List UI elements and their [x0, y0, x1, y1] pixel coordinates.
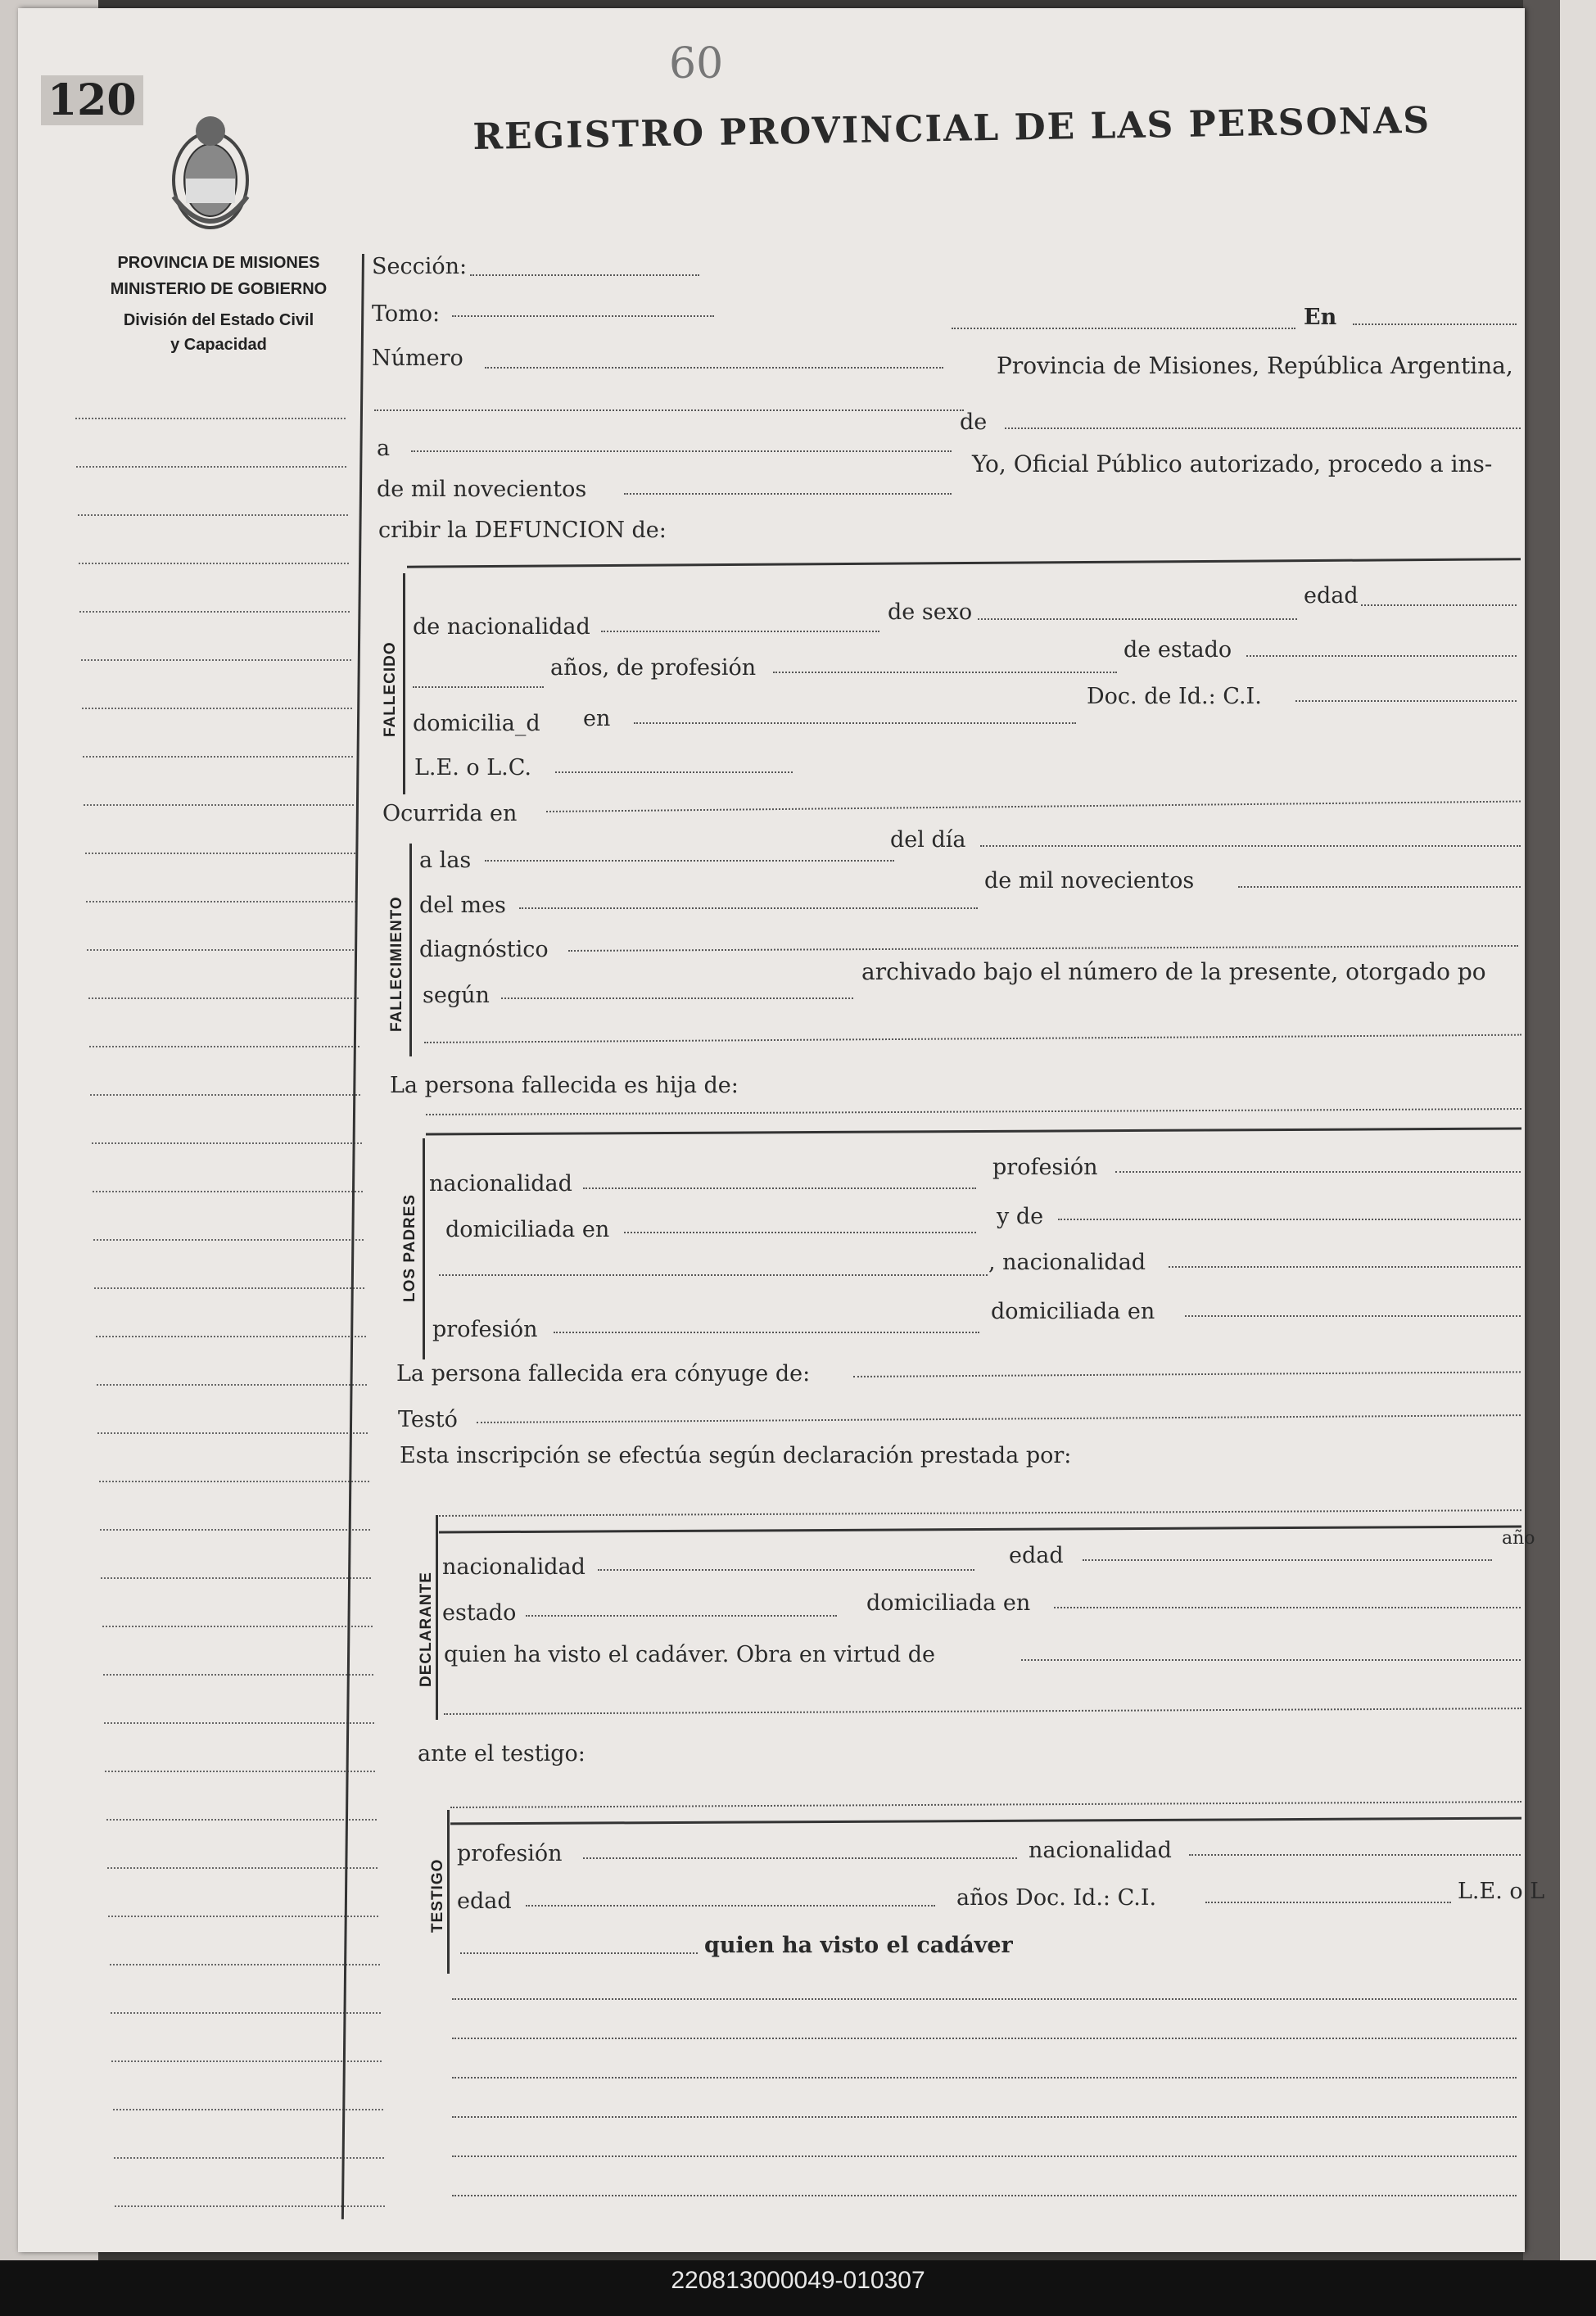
- margin-note-line[interactable]: [110, 1964, 380, 1965]
- obra-virtud2-field[interactable]: [444, 1708, 1521, 1715]
- margin-note-line[interactable]: [82, 708, 352, 709]
- label-declarante-domiciliada: domiciliada en: [866, 1590, 1031, 1616]
- label-padres-nacionalidad: nacionalidad: [429, 1171, 572, 1196]
- margin-note-line[interactable]: [94, 1287, 364, 1289]
- margin-note-line[interactable]: [79, 611, 350, 613]
- margin-note-line[interactable]: [99, 1481, 369, 1482]
- label-declarante-edad: edad: [1009, 1543, 1064, 1568]
- testo-field[interactable]: [477, 1414, 1521, 1423]
- label-padres-domiciliada2: domiciliada en: [991, 1299, 1155, 1324]
- form-title: REGISTRO PROVINCIAL DE LAS PERSONAS: [472, 99, 1431, 158]
- madre-nombre2-field[interactable]: [439, 1274, 988, 1276]
- label-y-de: y de: [997, 1204, 1044, 1229]
- label-fallecimiento-de-mil: de mil novecientos: [984, 868, 1195, 893]
- margin-note-line[interactable]: [101, 1577, 371, 1579]
- anos-pre-field[interactable]: [413, 686, 544, 688]
- margin-note-line[interactable]: [105, 1771, 375, 1772]
- en-field[interactable]: [1353, 323, 1517, 325]
- le-field[interactable]: [555, 771, 793, 773]
- label-segun: según: [423, 983, 490, 1008]
- page-number-stamp: 120: [41, 75, 143, 125]
- de-field[interactable]: [1005, 427, 1521, 429]
- provincia-pre-field[interactable]: [374, 409, 964, 411]
- margin-note-line[interactable]: [97, 1432, 368, 1434]
- testigo-rule: [450, 1817, 1521, 1825]
- margin-capacidad: y Capacidad: [170, 336, 267, 354]
- label-numero: Número: [372, 346, 463, 371]
- seccion-field[interactable]: [470, 274, 699, 276]
- adjacent-page-right: [1560, 0, 1596, 2260]
- margin-note-line[interactable]: [111, 2060, 382, 2062]
- archivado-text: archivado bajo el número de la presente, otorgado po: [861, 958, 1486, 985]
- label-declarante-nacionalidad: nacionalidad: [442, 1554, 586, 1580]
- label-en: En: [1304, 305, 1337, 330]
- margin-ministry: MINISTERIO DE GOBIERNO: [110, 280, 328, 298]
- observation-line[interactable]: [452, 2116, 1517, 2118]
- testigo-nombre-field[interactable]: [450, 1801, 1521, 1808]
- padres-side-label: LOS PADRES: [401, 1193, 418, 1302]
- label-fallecido-nacionalidad: de nacionalidad: [413, 614, 590, 640]
- testigo-quien-pre-field[interactable]: [460, 1952, 698, 1954]
- margin-note-line[interactable]: [103, 1674, 373, 1676]
- madre-nombre-field[interactable]: [1058, 1219, 1521, 1220]
- del-mes-field[interactable]: [519, 907, 978, 909]
- margin-note-line[interactable]: [104, 1722, 374, 1724]
- margin-note-line[interactable]: [106, 1819, 377, 1821]
- fallecido-rule: [407, 558, 1521, 568]
- registry-form-page: [18, 8, 1545, 2252]
- margin-note-line[interactable]: [107, 1867, 378, 1869]
- padres-domiciliada-field[interactable]: [624, 1232, 976, 1233]
- tomo-field[interactable]: [452, 315, 714, 317]
- label-le: L.E. o L.C.: [414, 755, 532, 780]
- label-sexo: de sexo: [888, 599, 973, 625]
- margin-note-line[interactable]: [108, 1916, 378, 1917]
- margin-note-line[interactable]: [79, 563, 349, 564]
- margin-note-line[interactable]: [83, 756, 353, 758]
- padre-nombre-field[interactable]: [426, 1108, 1521, 1115]
- fallecido-nacionalidad-field[interactable]: [601, 631, 879, 632]
- observation-line[interactable]: [452, 2155, 1517, 2157]
- testigo-bracket: [447, 1810, 450, 1974]
- margin-note-line[interactable]: [88, 997, 359, 999]
- estado-field[interactable]: [1246, 655, 1517, 657]
- domicilio-field[interactable]: [634, 722, 1076, 724]
- declarante-quien-text: quien ha visto el cadáver. Obra en virtud de: [444, 1642, 936, 1667]
- handwritten-number: 60: [669, 39, 724, 88]
- testigo-profesion-field[interactable]: [583, 1857, 1017, 1859]
- label-inscripcion: Esta inscripción se efectúa según declaración prestada por:: [400, 1443, 1072, 1468]
- margin-note-line[interactable]: [81, 659, 351, 661]
- padres-profesion-field[interactable]: [1115, 1171, 1521, 1173]
- margin-note-line[interactable]: [96, 1336, 366, 1337]
- testigo-nacionalidad-field[interactable]: [1189, 1854, 1521, 1856]
- declarante-bracket: [436, 1515, 438, 1720]
- label-de-mil: de mil novecientos: [377, 477, 587, 502]
- label-tomo: Tomo:: [372, 301, 441, 327]
- padres-rule: [426, 1127, 1521, 1135]
- ocurrida-field[interactable]: [546, 801, 1521, 812]
- doc-field[interactable]: [1295, 700, 1517, 702]
- del-dia-field[interactable]: [980, 845, 1521, 847]
- observation-line[interactable]: [452, 2077, 1517, 2079]
- numero-field[interactable]: [485, 367, 943, 369]
- image-id-caption: 220813000049-010307: [671, 2267, 925, 2294]
- a-las-field[interactable]: [485, 860, 894, 862]
- label-del-mes: del mes: [419, 893, 506, 918]
- margin-note-line[interactable]: [93, 1239, 364, 1241]
- testigo-quien-text: quien ha visto el cadáver: [704, 1933, 1013, 1958]
- en-pre-field[interactable]: [952, 328, 1295, 329]
- label-de: de: [960, 409, 988, 435]
- segun-field[interactable]: [501, 997, 853, 999]
- declarante-rule: [439, 1526, 1521, 1534]
- declarante-domiciliada-field[interactable]: [1054, 1607, 1521, 1608]
- label-padres-profesion: profesión: [992, 1155, 1098, 1180]
- coat-of-arms-icon: [161, 106, 260, 237]
- margin-note-line[interactable]: [100, 1529, 370, 1531]
- padres-bracket: [423, 1138, 425, 1359]
- label-edad: edad: [1304, 583, 1359, 608]
- observation-line[interactable]: [452, 2038, 1517, 2039]
- yo-text: Yo, Oficial Público autorizado, procedo a ins-: [972, 450, 1493, 477]
- label-padres-nacionalidad2: , nacionalidad: [988, 1250, 1146, 1275]
- cribir-text: cribir la DEFUNCION de:: [378, 518, 667, 543]
- label-testigo-nacionalidad: nacionalidad: [1029, 1838, 1172, 1863]
- margin-divider: [341, 254, 364, 2219]
- testigo-doc-field[interactable]: [1205, 1902, 1451, 1903]
- label-domicilio: domicilia_d: [413, 711, 540, 736]
- declarante-nacionalidad-field[interactable]: [598, 1569, 974, 1571]
- margin-note-line[interactable]: [86, 901, 356, 902]
- a-field[interactable]: [411, 450, 952, 452]
- fallecimiento-bracket: [409, 844, 412, 1056]
- declarante-edad-field[interactable]: [1083, 1559, 1492, 1561]
- margin-note-line[interactable]: [102, 1626, 373, 1627]
- margin-note-line[interactable]: [97, 1384, 367, 1386]
- madre-domiciliada-field[interactable]: [1185, 1315, 1521, 1317]
- label-del-dia: del día: [890, 827, 966, 853]
- testigo-side-label: TESTIGO: [429, 1858, 446, 1933]
- madre-profesion-field[interactable]: [554, 1332, 979, 1333]
- declarante-side-label: DECLARANTE: [418, 1572, 435, 1687]
- sexo-field[interactable]: [978, 618, 1297, 620]
- label-declarante-anos: año: [1502, 1528, 1535, 1549]
- label-testigo-anos-doc: años Doc. Id.: C.I.: [956, 1885, 1157, 1911]
- fallecimiento-de-mil-field[interactable]: [1238, 886, 1521, 888]
- provincia-text: Provincia de Misiones, República Argentina,: [997, 352, 1513, 379]
- label-seccion: Sección:: [372, 254, 468, 279]
- label-declarante-estado: estado: [442, 1600, 517, 1626]
- declarante-nombre-field[interactable]: [439, 1509, 1521, 1517]
- margin-note-line[interactable]: [89, 1046, 359, 1047]
- fallecido-side-label: FALLECIDO: [382, 641, 399, 737]
- margin-note-line[interactable]: [111, 2012, 381, 2014]
- margin-division: División del Estado Civil: [123, 311, 314, 329]
- edad-field[interactable]: [1361, 604, 1517, 606]
- margin-note-line[interactable]: [115, 2205, 385, 2207]
- label-padres-profesion2: profesión: [432, 1317, 538, 1342]
- observation-line[interactable]: [452, 1998, 1517, 2000]
- label-anos-profesion: años, de profesión: [550, 655, 757, 681]
- archivado-field[interactable]: [424, 1034, 1521, 1043]
- label-estado: de estado: [1124, 637, 1232, 663]
- label-testo: Testó: [398, 1407, 458, 1432]
- margin-note-line[interactable]: [76, 466, 346, 468]
- padres-nacionalidad-field[interactable]: [583, 1187, 976, 1189]
- margin-note-line[interactable]: [93, 1191, 363, 1192]
- de-mil-field[interactable]: [624, 493, 952, 495]
- label-ante-testigo: ante el testigo:: [418, 1741, 586, 1766]
- margin-note-line[interactable]: [90, 1094, 360, 1096]
- margin-note-line[interactable]: [78, 514, 348, 516]
- observation-line[interactable]: [452, 2195, 1517, 2196]
- margin-province: PROVINCIA DE MISIONES: [117, 254, 320, 272]
- declarante-estado-field[interactable]: [526, 1615, 837, 1617]
- margin-note-line[interactable]: [85, 853, 355, 854]
- label-hija-de: La persona fallecida es hija de:: [390, 1073, 739, 1098]
- label-a-las: a las: [419, 848, 472, 873]
- diagnostico-field[interactable]: [568, 945, 1518, 952]
- conyuge-field[interactable]: [853, 1371, 1521, 1377]
- testigo-edad-field[interactable]: [526, 1905, 935, 1907]
- label-ocurrida: Ocurrida en: [382, 801, 518, 826]
- label-testigo-profesion: profesión: [457, 1841, 563, 1866]
- fallecido-bracket: [403, 573, 405, 794]
- label-doc: Doc. de Id.: C.I.: [1087, 684, 1262, 709]
- label-testigo-le: L.E. o L: [1458, 1879, 1545, 1904]
- margin-note-line[interactable]: [84, 804, 354, 806]
- label-padres-domiciliada: domiciliada en: [445, 1217, 610, 1242]
- fallecimiento-side-label: FALLECIMIENTO: [388, 896, 405, 1032]
- label-diagnostico: diagnóstico: [419, 937, 549, 962]
- label-conyuge: La persona fallecida era cónyuge de:: [396, 1361, 811, 1386]
- margin-note-line[interactable]: [92, 1142, 362, 1144]
- obra-virtud-field[interactable]: [1021, 1659, 1521, 1661]
- margin-note-line[interactable]: [75, 418, 346, 419]
- label-en-domicilio: en: [583, 706, 611, 731]
- fallecido-profesion-field[interactable]: [773, 672, 1117, 673]
- label-a: a: [377, 436, 391, 461]
- margin-note-line[interactable]: [87, 949, 357, 951]
- label-testigo-edad: edad: [457, 1889, 512, 1914]
- madre-nacionalidad-field[interactable]: [1169, 1266, 1521, 1268]
